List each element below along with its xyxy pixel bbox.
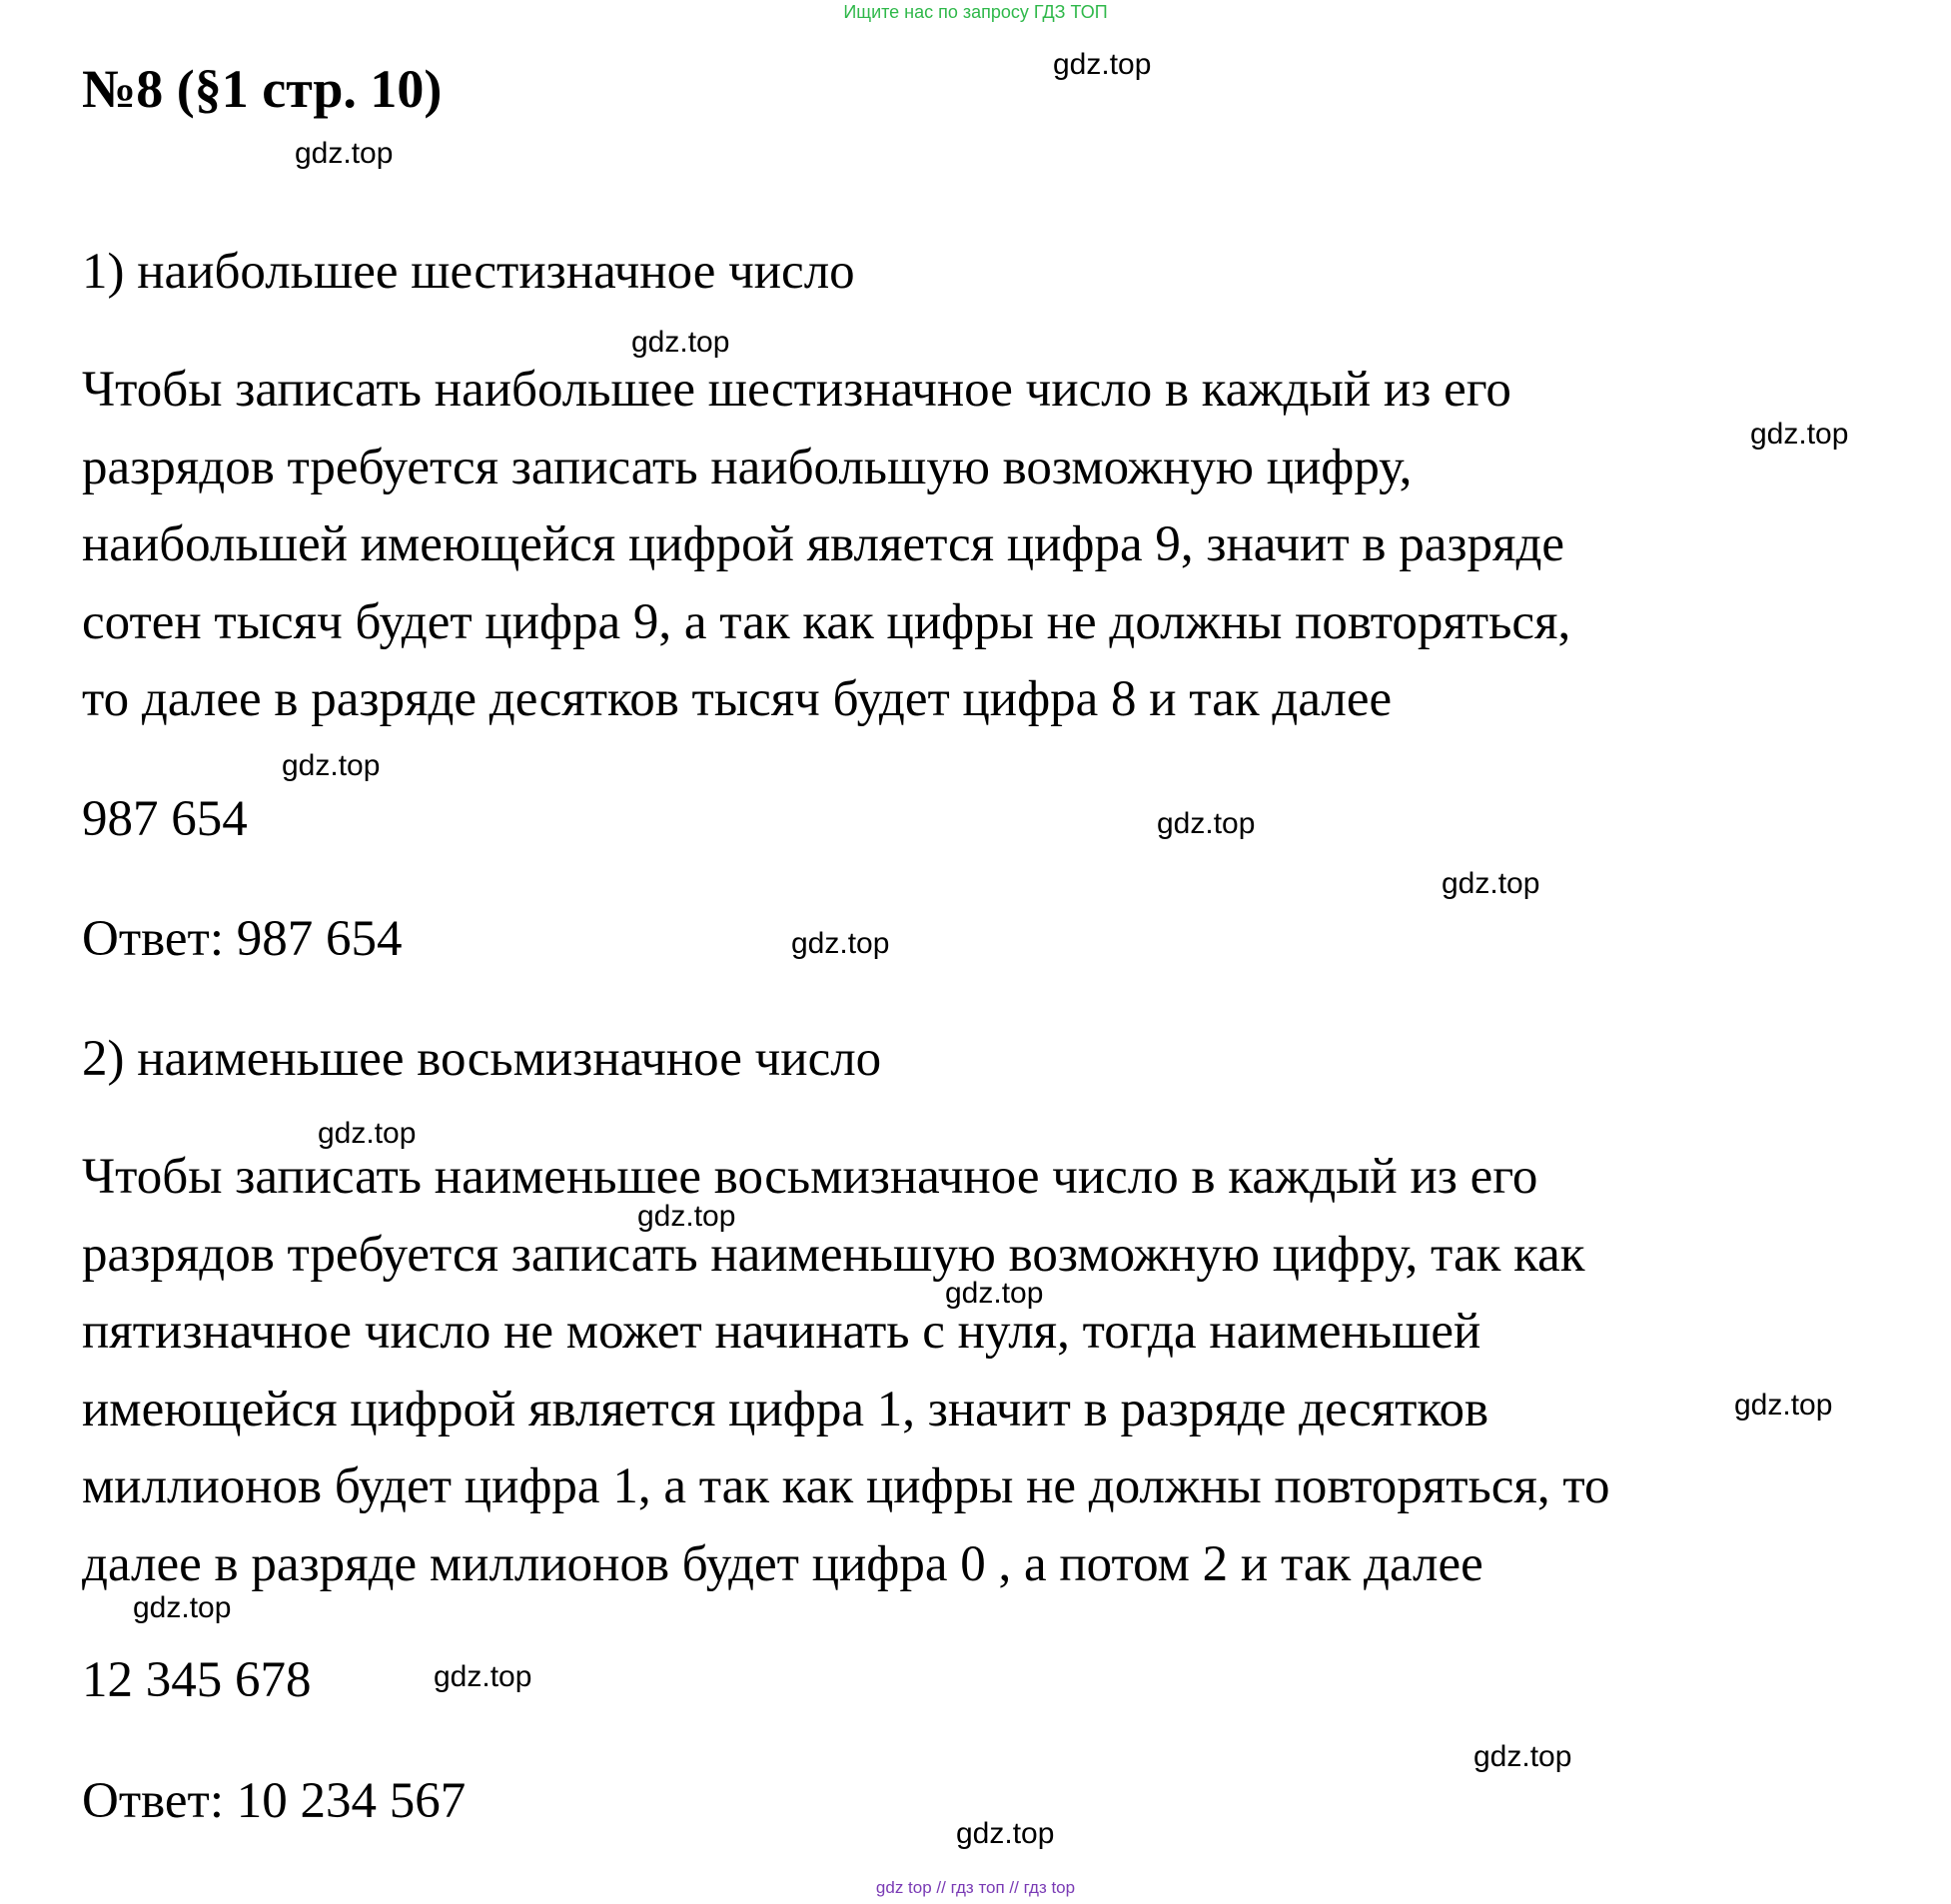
part1-result: 987 654 (82, 791, 248, 847)
footer-links: gdz top // гдз топ // гдз top (875, 1878, 1076, 1897)
part2-line-6: далее в разряде миллионов будет цифра 0 , а потом 2 и так далее (82, 1536, 1483, 1592)
watermark: gdz.top (1442, 867, 1540, 900)
part1-line-1: Чтобы записать наибольшее шестизначное число в каждый из его (82, 362, 1511, 418)
part2-line-3: пятизначное число не может начинать с нуля, тогда наименьшей (82, 1304, 1481, 1360)
watermark: gdz.top (956, 1817, 1055, 1850)
page-title: №8 (§1 стр. 10) (82, 59, 443, 119)
watermark: gdz.top (282, 749, 381, 782)
part1-line-2: разрядов требуется записать наибольшую возможную цифру, (82, 440, 1413, 495)
watermark: gdz.top (945, 1277, 1044, 1310)
watermark: gdz.top (295, 137, 394, 170)
part2-heading: 2) наименьшее восьмизначное число (82, 1031, 882, 1087)
watermark: gdz.top (318, 1117, 417, 1150)
part1-line-3: наибольшей имеющейся цифрой является цифра 9, значит в разряде (82, 516, 1565, 572)
part2-line-4: имеющейся цифрой является цифра 1, значит в разряде десятков (82, 1382, 1489, 1437)
part1-heading: 1) наибольшее шестизначное число (82, 244, 855, 300)
part2-answer: Ответ: 10 234 567 (82, 1773, 467, 1829)
part1-line-4: сотен тысяч будет цифра 9, а так как цифры не должны повторяться, (82, 594, 1571, 650)
part2-result: 12 345 678 (82, 1652, 312, 1708)
watermark: gdz.top (1473, 1740, 1572, 1773)
watermark: gdz.top (1157, 807, 1256, 840)
watermark: gdz.top (133, 1591, 232, 1624)
watermark: gdz.top (631, 326, 730, 359)
top-banner: Ищите нас по запросу ГДЗ ТОП (843, 2, 1108, 22)
watermark: gdz.top (1734, 1389, 1833, 1422)
part2-line-1: Чтобы записать наименьшее восьмизначное число в каждый из его (82, 1149, 1538, 1205)
watermark: gdz.top (434, 1660, 532, 1693)
part2-line-5: миллионов будет цифра 1, а так как цифры не должны повторяться, то (82, 1458, 1610, 1514)
watermark: gdz.top (637, 1200, 736, 1233)
watermark: gdz.top (1750, 418, 1849, 451)
part1-answer: Ответ: 987 654 (82, 911, 403, 967)
watermark: gdz.top (1053, 48, 1152, 81)
watermark: gdz.top (791, 927, 890, 960)
part2-line-2: разрядов требуется записать наименьшую возможную цифру, так как (82, 1227, 1585, 1283)
part1-line-5: то далее в разряде десятков тысяч будет цифра 8 и так далее (82, 671, 1393, 727)
